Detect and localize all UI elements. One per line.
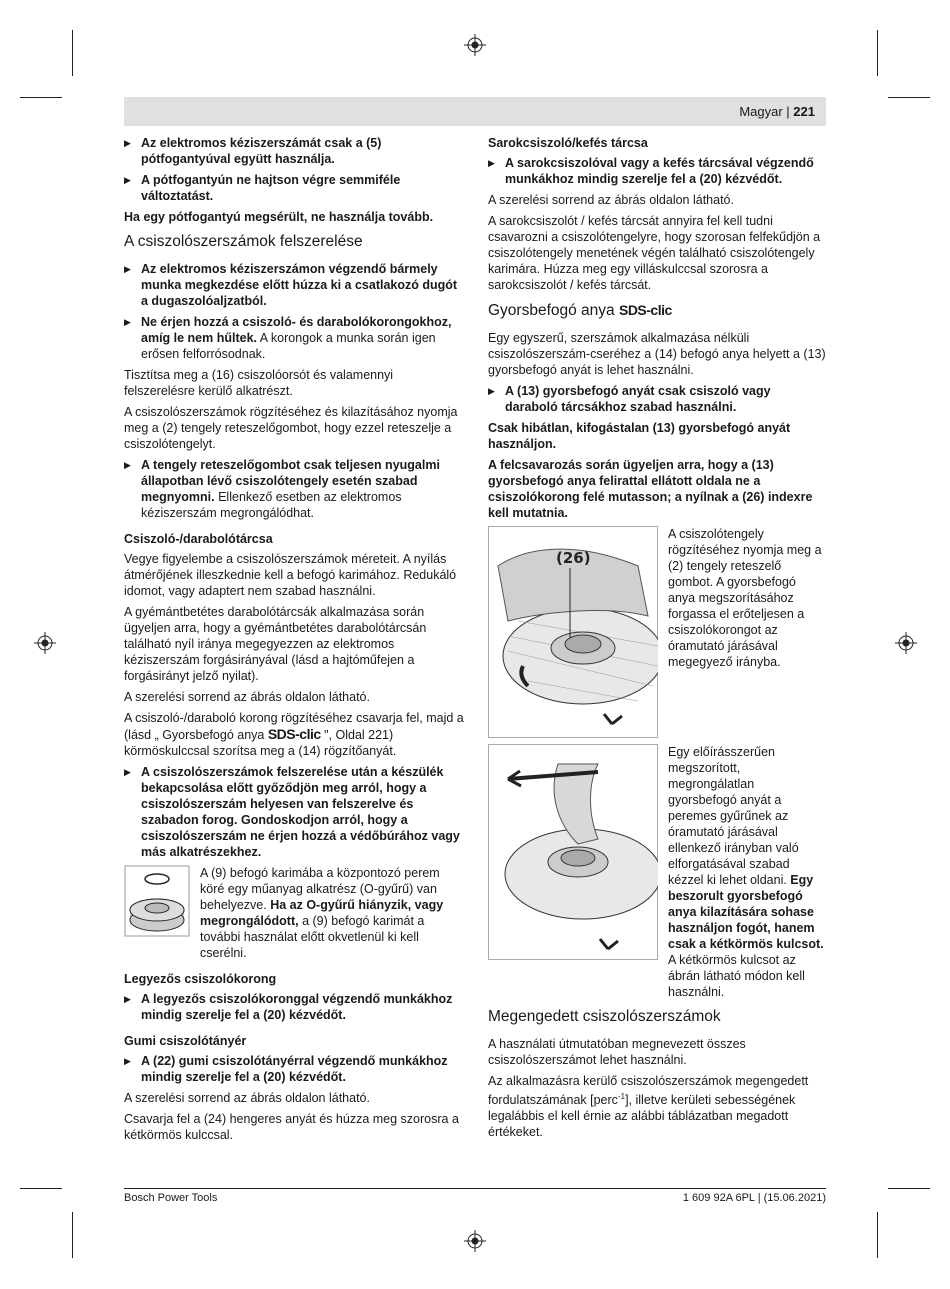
sds-clic-logo: SDS-clic [267,726,321,742]
footer-doc-id: 1 609 92A 6PL | (15.06.2021) [682,1192,826,1204]
paragraph: A sarokcsiszolót / kefés tárcsát annyira fel kell tudni csavarozni a csiszolótengelyre, hogy szorosan felfekűdjön a csiszolótengely menetének végén található csiszolótengely karimára. Húzza meg egy villáskulccsal szorosra a sarokcsiszolót / kefés tárcsát. [488,214,821,292]
paragraph: A használati útmutatóban megnevezett összes csiszolószerszámot lehet használni. [488,1037,746,1067]
header-bar [124,97,826,126]
paragraph: Ha egy pótfogantyú megsérült, ne használja tovább. [124,210,434,224]
bullet-item: ▶ A tengely reteszelőgombot csak teljesen nyugalmi állapotban lévő csiszolótengely esetén szabad megnyomni. Ellenkező esetben az elektromos kéziszerszám megrongálódhat. [124,457,464,521]
figure-2-text: Egy előírásszerűen megszorított, megrongálatlan gyorsbefogó anyát a peremes gyűrűnek az óramutató járásával ellenkező irányban való elforgatásával szabad kézzel ki lehet oldani. Egy beszorult gyorsbefogó anya kilazítására sohase használjon fogót, hanem csak a kétkörmös kulcsot. A kétkörmös kulcsot az ábrán látható módon kell használni. [668,745,824,999]
bullet-item: ▶ A (22) gumi csiszolótányérral végzendő munkákhoz mindig szerelje fel a (20) kézvédőt. [124,1053,464,1085]
registration-mark-icon [34,632,56,654]
footer-brand: Bosch Power Tools [124,1192,218,1204]
crop-mark [877,1212,878,1258]
bullet-item: ▶ A sarokcsiszolóval vagy a kefés tárcsával végzendő munkákhoz mindig szerelje fel a (20) kézvédőt. [488,155,826,187]
language-label: Magyar [739,104,783,119]
subheading: Legyezős csiszolókorong [124,972,277,986]
paragraph: A csiszoló-/daraboló korong rögzítéséhez csavarja fel, majd a (lásd „ Gyorsbefogó anya SDS-clic ", Oldal 221) körmöskulccsal szorítsa meg a (14) rögzítőanyát. [124,711,464,758]
paragraph: Vegye figyelembe a csiszolószerszámok méreteit. A nyílás átmérőjének illeszkednie kell a befogó karimához. Redukáló idomot, vagy adaptert nem szabad használni. [124,552,457,598]
crop-mark [20,97,62,98]
page-header: Magyar | 221 [739,104,815,119]
registration-mark-icon [464,34,486,56]
oring-figure-row [124,865,464,961]
section-heading: Gyorsbefogó anya SDS-clic [488,302,672,319]
subheading: Csiszoló-/darabolótárcsa [124,532,273,546]
figure-1-text: A csiszolótengely rögzítéséhez nyomja meg a (2) tengely reteszelő gombot. A gyorsbefogó anya megszorításához forgassa el erőteljesen a csiszolókorongot az óramutató járásával megegyező irányba. [668,527,822,669]
registration-mark-icon [895,632,917,654]
bullet-item: ▶ Az elektromos kéziszerszámát csak a (5) pótfogantyúval együtt használja. [124,135,464,167]
crop-mark [888,1188,930,1189]
paragraph: A szerelési sorrend az ábrás oldalon látható. [124,690,370,704]
paragraph: A gyémántbetétes darabolótárcsák alkalmazása során ügyeljen arra, hogy a gyémántbetétes darabolótárcsán található nyíl iránya megegyezzen az elektromos kéziszerszám forgásirányával (lásd a hajtóműfejen a forgásirányt jelző nyilat). [124,605,427,683]
paragraph: Az alkalmazásra kerülő csiszolószerszámok megengedett fordulatszámának [perc$^{-1}$], illetve kerületi sebességének legalábbis el kell érnie az alábbi táblázatban megadott értékeket. [488,1074,809,1140]
crop-mark [72,1212,73,1258]
section-heading: A csiszolószerszámok felszerelése [124,233,363,250]
paragraph: Egy egyszerű, szerszámok alkalmazása nélküli csiszolószerszám-cseréhez a (14) befogó anya helyett a (13) gyorsbefogó anyát is lehet használni. [488,331,826,377]
paragraph: Csak hibátlan, kifogástalan (13) gyorsbefogó anyát használjon. [488,421,791,451]
crop-mark [888,97,930,98]
section-heading: Megengedett csiszolószerszámok [488,1008,721,1025]
subheading: Sarokcsiszoló/kefés tárcsa [488,136,648,150]
bullet-item: ▶ A legyezős csiszolókoronggal végzendő munkákhoz mindig szerelje fel a (20) kézvédőt. [124,991,464,1023]
quick-nut-figure-1-row [488,526,826,738]
figure-callout: (26) [556,549,591,567]
sds-clic-logo: SDS-clic [618,302,672,318]
bullet-item: ▶ A csiszolószerszámok felszerelése után a készülék bekapcsolása előtt győződjön meg arról, hogy a csiszolószerszám helyesen van felszerelve és szabadon forog. Gondoskodjon arról, hogy a csiszolószerszám ne érjen hozzá a védőbúrához vagy más alkatrészekhez. [124,764,464,860]
registration-mark-icon [464,1230,486,1252]
paragraph: A szerelési sorrend az ábrás oldalon látható. [124,1091,370,1105]
crop-mark [72,30,73,76]
paragraph: A szerelési sorrend az ábrás oldalon látható. [488,193,734,207]
crop-mark [877,30,878,76]
bullet-item: ▶ A (13) gyorsbefogó anyát csak csiszoló vagy daraboló tárcsákhoz szabad használni. [488,383,826,415]
oring-flange-icon [124,865,190,937]
quick-nut-tighten-figure [488,526,658,738]
right-column [488,135,826,1145]
oring-paragraph: A (9) befogó karimába a központozó perem köré egy műanyag alkatrész (O-gyűrű) van behelyezve. Ha az O-gyűrű hiányzik, vagy megrongálódott, a (9) befogó karimát a további használat előtt okvetlenül ki kell cserélni. [200,866,444,960]
bullet-item: ▶ Ne érjen hozzá a csiszoló- és darabolókorongokhoz, amíg le nem hűltek. A korongok a munka során igen erősen felforrósodnak. [124,314,464,362]
bullet-item: ▶ A pótfogantyún ne hajtson végre semmiféle változtatást. [124,172,464,204]
page-number: 221 [793,104,815,119]
paragraph: Csavarja fel a (24) hengeres anyát és húzza meg szorosra a kétkörmös kulccsal. [124,1112,459,1142]
left-column [124,135,464,1148]
subheading: Gumi csiszolótányér [124,1034,247,1048]
bullet-item: ▶ Az elektromos kéziszerszámon végzendő bármely munka megkezdése előtt húzza ki a csatlakozó dugót a dugaszolóaljzatból. [124,261,464,309]
paragraph: A csiszolószerszámok rögzítéséhez és kilazításához nyomja meg a (2) tengely reteszelőgombot, hogy ezzel reteszelje a csiszolótengelyt. [124,405,458,451]
footer-divider [124,1188,826,1189]
quick-nut-figure-2-row [488,744,826,1000]
paragraph: Tisztítsa meg a (16) csiszolóorsót és valamennyi felszerelésre kerülő alkatrészt. [124,368,394,398]
paragraph: A felcsavarozás során ügyeljen arra, hogy a (13) gyorsbefogó anya felirattal ellátott oldala ne a csiszolókorong felé mutasson; a nyílnak a (26) indexre kell mutatnia. [488,458,813,520]
quick-nut-release-figure [488,744,658,960]
crop-mark [20,1188,62,1189]
